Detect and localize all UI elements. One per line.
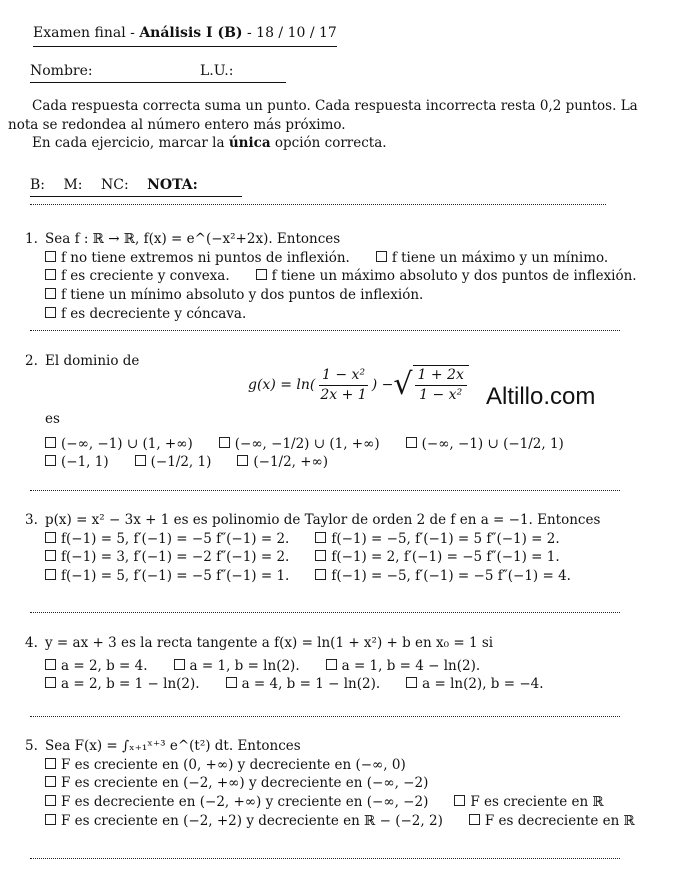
checkbox-icon[interactable] xyxy=(45,307,56,318)
option[interactable]: a = 1, b = ln(2). xyxy=(174,657,300,676)
grade-dotted-line xyxy=(30,204,606,205)
exam-header xyxy=(33,24,337,47)
option[interactable]: F es decreciente en ℝ xyxy=(469,812,635,831)
option[interactable]: (−∞, −1) ∪ (1, +∞) xyxy=(45,435,193,454)
checkbox-icon[interactable] xyxy=(135,455,146,466)
checkbox-icon[interactable] xyxy=(45,776,56,787)
grade-nc: NC: xyxy=(100,177,129,193)
option[interactable]: f(−1) = −5, f′(−1) = −5 f″(−1) = 4. xyxy=(315,567,571,586)
checkbox-icon[interactable] xyxy=(376,251,387,262)
domain-formula: g(x) = ln( $\frac{\text{1 − x²}}{2x + 1}$ ) − √ $\frac{1 + 2x}{\text{1 − x²}}$ xyxy=(248,365,469,406)
option[interactable]: F es creciente en (−2, +2) y decreciente en ℝ − (−2, 2) xyxy=(45,812,443,831)
checkbox-icon[interactable] xyxy=(315,569,326,580)
checkbox-icon[interactable] xyxy=(45,569,56,580)
question-number: 2. xyxy=(25,353,38,369)
watermark-logo: Altillo.com xyxy=(486,383,596,410)
separator-dotted-line xyxy=(30,858,620,859)
separator-dotted-line xyxy=(30,612,620,613)
grade-m: M: xyxy=(63,177,83,193)
option[interactable]: F es creciente en (−2, +∞) y decreciente en (−∞, −2) xyxy=(45,774,428,793)
question-1 xyxy=(25,230,665,323)
question-number: 4. xyxy=(25,635,38,651)
checkbox-icon[interactable] xyxy=(45,288,56,299)
option[interactable]: f tiene un mínimo absoluto y dos puntos de inflexión. xyxy=(45,286,423,305)
checkbox-icon[interactable] xyxy=(315,550,326,561)
checkbox-icon[interactable] xyxy=(45,758,56,769)
header-date: - 18 / 10 / 17 xyxy=(242,25,337,41)
header-subject: Análisis I (B) xyxy=(139,25,243,41)
question-stem: Sea f : ℝ → ℝ, f(x) = e^(−x²+2x). Entonces xyxy=(45,231,341,247)
radical-icon: √ xyxy=(393,367,413,403)
checkbox-icon[interactable] xyxy=(45,795,56,806)
checkbox-icon[interactable] xyxy=(219,437,230,448)
separator-dotted-line xyxy=(30,330,620,331)
question-stem: y = ax + 3 es la recta tangente a f(x) = ln(1 + x²) + b en x₀ = 1 si xyxy=(45,635,494,651)
question-2-options xyxy=(25,410,665,472)
option[interactable]: f tiene un máximo absoluto y dos puntos de inflexión. xyxy=(256,267,637,286)
option[interactable]: a = ln(2), b = −4. xyxy=(406,675,543,694)
question-tail: es xyxy=(45,411,60,427)
checkbox-icon[interactable] xyxy=(45,677,56,688)
checkbox-icon[interactable] xyxy=(256,269,267,280)
instructions-scoring: Cada respuesta correcta suma un punto. Cada respuesta incorrecta resta 0,2 puntos. La nota se redondea al número entero más próximo. xyxy=(8,98,638,133)
student-info-line[interactable] xyxy=(30,62,286,83)
option[interactable]: f es creciente y convexa. xyxy=(45,267,230,286)
option[interactable]: (−1, 1) xyxy=(45,453,109,472)
checkbox-icon[interactable] xyxy=(45,269,56,280)
option[interactable]: f es decreciente y cóncava. xyxy=(45,305,246,324)
option[interactable]: F es creciente en ℝ xyxy=(454,793,603,812)
checkbox-icon[interactable] xyxy=(454,795,465,806)
question-stem: El dominio de xyxy=(45,353,140,369)
checkbox-icon[interactable] xyxy=(469,814,480,825)
option[interactable]: (−1/2, +∞) xyxy=(237,453,328,472)
question-number: 1. xyxy=(25,231,38,247)
option[interactable]: F es creciente en (0, +∞) y decreciente en (−∞, 0) xyxy=(45,756,406,775)
option[interactable]: f tiene un máximo y un mínimo. xyxy=(376,249,608,268)
question-4 xyxy=(25,634,665,694)
option[interactable]: f(−1) = 5, f′(−1) = −5 f″(−1) = 2. xyxy=(45,530,289,549)
option[interactable]: f(−1) = −5, f′(−1) = 5 f″(−1) = 2. xyxy=(315,530,559,549)
instructions xyxy=(8,97,658,153)
checkbox-icon[interactable] xyxy=(45,532,56,543)
option[interactable]: (−1/2, 1) xyxy=(135,453,212,472)
header-prefix: Examen final - xyxy=(33,25,140,41)
question-stem: p(x) = x² − 3x + 1 es es polinomio de Taylor de orden 2 de f en a = −1. Entonces xyxy=(45,512,601,528)
checkbox-icon[interactable] xyxy=(45,455,56,466)
checkbox-icon[interactable] xyxy=(45,437,56,448)
checkbox-icon[interactable] xyxy=(315,532,326,543)
question-5 xyxy=(25,737,665,830)
question-3 xyxy=(25,511,665,586)
grade-b: B: xyxy=(30,177,46,193)
question-number: 3. xyxy=(25,512,38,528)
separator-dotted-line xyxy=(30,490,620,491)
question-stem: Sea F(x) = ∫ₓ₊₁ˣ⁺³ e^(t²) dt. Entonces xyxy=(45,738,301,754)
option[interactable]: F es decreciente en (−2, +∞) y creciente en (−∞, −2) xyxy=(45,793,428,812)
option[interactable]: (−∞, −1) ∪ (−1/2, 1) xyxy=(406,435,564,454)
checkbox-icon[interactable] xyxy=(237,455,248,466)
square-root: √ $\frac{1 + 2x}{\text{1 − x²}}$ xyxy=(393,365,468,406)
checkbox-icon[interactable] xyxy=(326,659,337,670)
option[interactable]: f(−1) = 5, f′(−1) = −5 f″(−1) = 1. xyxy=(45,567,289,586)
option[interactable]: f(−1) = 2, f′(−1) = −5 f″(−1) = 1. xyxy=(315,548,559,567)
grade-nota: NOTA: xyxy=(147,177,198,193)
option[interactable]: a = 1, b = 4 − ln(2). xyxy=(326,657,481,676)
option[interactable]: f(−1) = 3, f′(−1) = −2 f″(−1) = 2. xyxy=(45,548,289,567)
checkbox-icon[interactable] xyxy=(406,437,417,448)
checkbox-icon[interactable] xyxy=(174,659,185,670)
option[interactable]: a = 4, b = 1 − ln(2). xyxy=(226,675,381,694)
checkbox-icon[interactable] xyxy=(45,550,56,561)
lu-label: L.U.: xyxy=(200,63,234,79)
option[interactable]: f no tiene extremos ni puntos de inflexión. xyxy=(45,249,350,268)
checkbox-icon[interactable] xyxy=(226,677,237,688)
checkbox-icon[interactable] xyxy=(406,677,417,688)
separator-dotted-line xyxy=(30,716,620,717)
option[interactable]: (−∞, −1/2) ∪ (1, +∞) xyxy=(219,435,380,454)
fraction: $\frac{\text{1 − x²}}{2x + 1}$ xyxy=(320,366,367,403)
checkbox-icon[interactable] xyxy=(45,251,56,262)
option[interactable]: a = 2, b = 1 − ln(2). xyxy=(45,675,200,694)
grade-line xyxy=(30,176,242,197)
checkbox-icon[interactable] xyxy=(45,814,56,825)
instructions-mark: En cada ejercicio, marcar la única opción correcta. xyxy=(32,135,387,152)
checkbox-icon[interactable] xyxy=(45,659,56,670)
nombre-label: Nombre: xyxy=(30,63,93,79)
question-number: 5. xyxy=(25,738,38,754)
option[interactable]: a = 2, b = 4. xyxy=(45,657,148,676)
